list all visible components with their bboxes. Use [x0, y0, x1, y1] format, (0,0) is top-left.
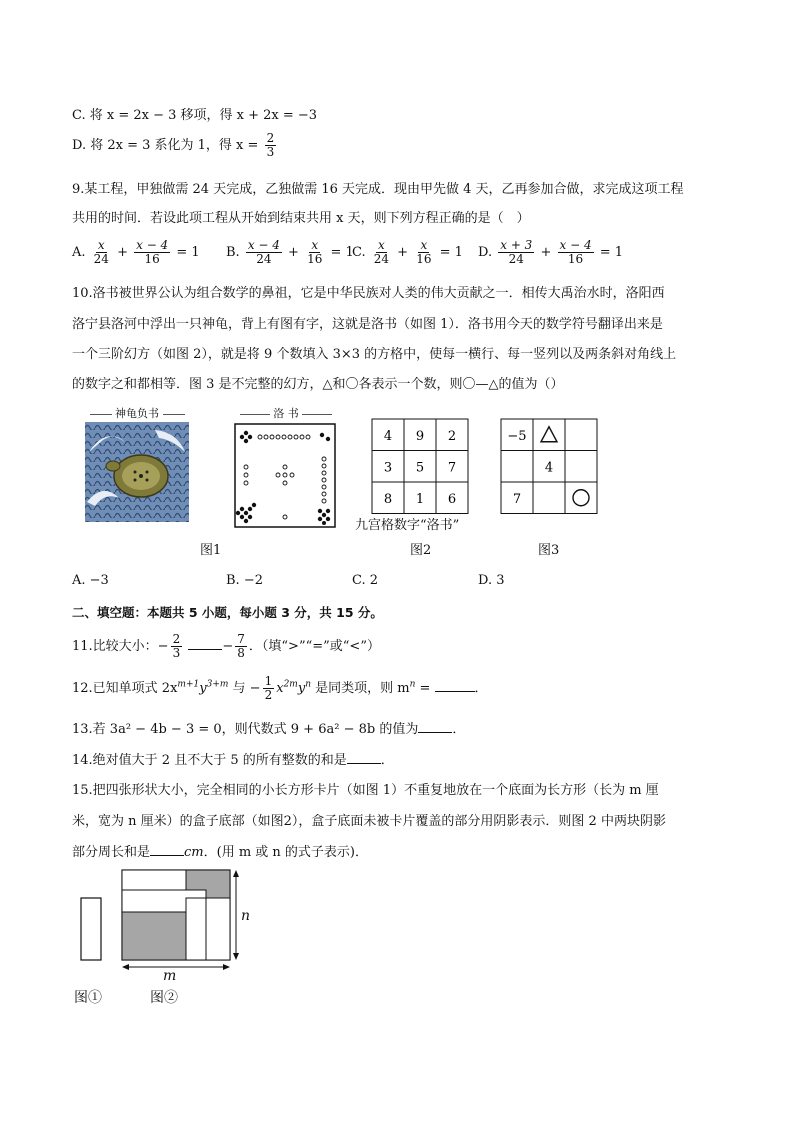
q8-option-c: C. 将 x = 2x − 3 移项，得 x + 2x = −3: [72, 108, 318, 123]
fig1-title: 神龟负书: [72, 405, 202, 421]
q14: 14.绝对值大于 2 且不大于 5 的所有整数的和是 ．: [72, 753, 394, 768]
q12-answer-blank[interactable]: [435, 679, 475, 692]
q15-fig2-caption: 图②: [150, 990, 178, 1006]
grid3-cell: [533, 419, 565, 451]
grid2-number: 6: [447, 491, 457, 507]
magic-square-complete: [371, 418, 469, 514]
q9-option-d: D. $\frac{x + 3}{24}$ + $\frac{x - 4}{16}$ = 1: [478, 238, 624, 266]
fig3-caption: 图3: [538, 543, 560, 558]
q10-line1: 10.洛书被世界公认为组合数学的鼻祖，它是中华民族对人类的伟大贡献之一．相传大禹治水时，洛阳西: [72, 286, 665, 301]
section-heading: 二、填空题：本题共 5 小题，每小题 3 分，共 15 分。: [72, 605, 383, 620]
fig1b-title: 洛 书: [222, 405, 350, 421]
q15-fig1-caption: 图①: [74, 990, 102, 1006]
q8-d-text: D. 将 2x = 3 系化为 1，得 x =: [72, 138, 259, 153]
grid2-number: 9: [415, 428, 425, 444]
grid2-number: 8: [383, 491, 393, 507]
q15-line2: 米，宽为 n 厘米）的盒子底部（如图2），盒子底面未被卡片覆盖的部分用阴影表示．则图 2 中两块阴影: [72, 814, 666, 829]
fig2-caption: 图2: [410, 543, 432, 558]
luoshu-diagram: [234, 423, 338, 529]
q8-option-d: [72, 132, 278, 159]
grid3-cell: [565, 419, 597, 451]
q10-option-c: C. 2: [352, 573, 379, 588]
card-vertical-1: [186, 898, 206, 960]
grid2-number: 7: [447, 460, 457, 476]
q10-option-b: B. −2: [226, 573, 263, 588]
q10-option-d: D. 3: [478, 573, 505, 588]
q9-option-b: B. $\frac{x - 4}{24}$ + $\frac{x}{16}$ = 1: [226, 238, 354, 266]
q15-answer-blank[interactable]: [150, 843, 184, 856]
q13: 13.若 3a² − 4b − 3 = 0，则代数式 9 + 6a² − 8b 的值为 ．: [72, 722, 466, 737]
q9-option-a: A. $\frac{x}{24}$ + $\frac{x - 4}{16}$ = 1: [72, 238, 200, 266]
q14-answer-blank[interactable]: [347, 751, 381, 764]
q10-line4: 的数字之和都相等．图 3 是不完整的幻方，△和〇各表示一个数，则〇—△的值为（）: [72, 377, 564, 392]
q13-answer-blank[interactable]: [418, 720, 452, 733]
q15-line3: 部分周长和是 cm．(用 m 或 n 的式子表示)．: [72, 845, 368, 860]
grid2-number: 4: [383, 428, 393, 444]
label-n: n: [241, 908, 251, 924]
q15-line1: 15.把四张形状大小，完全相同的小长方形卡片（如图 1）不重复地放在一个底面为长方形（长为 m 厘: [72, 783, 659, 798]
grid3-cell: [565, 482, 597, 514]
q11: 11.比较大小：− $\frac{2}{3}$ − $\frac{7}{8}$ ．（填“>”“=”或“<”）: [72, 632, 380, 660]
magic-square-incomplete: [500, 418, 598, 514]
q10-option-a: A. −3: [72, 573, 109, 588]
grid2-number: 5: [415, 460, 425, 476]
q10-line2: 洛宁县洛河中浮出一只神龟，背上有图有字，这就是洛书（如图 1）．洛书用今天的数学符号翻译出来是: [72, 317, 663, 332]
label-m: m: [163, 968, 177, 984]
grid3-cell: [565, 451, 597, 483]
q15-figures: [72, 865, 272, 985]
fig1-caption: 图1: [200, 543, 222, 558]
grid2-number: 3: [383, 460, 393, 476]
grid2-number: 2: [447, 428, 457, 444]
q10-line3: 一个三阶幻方（如图 2），就是将 9 个数填入 3×3 的方格中，使每一横行、每一竖列以及两条斜对角线上: [72, 347, 677, 362]
card-figure: [81, 898, 101, 960]
q9-line2: 共用的时间．若设此项工程从开始到结束共用 x 天，则下列方程正确的是（ ）: [72, 211, 530, 226]
q9-line1: 9.某工程，甲独做需 24 天完成，乙独做需 16 天完成．现由甲先做 4 天，乙再参加合做，求完成这项工程: [72, 182, 684, 197]
q9-option-c: C. $\frac{x}{24}$ + $\frac{x}{16}$ = 1: [352, 238, 463, 266]
q12: 12.已知单项式 $2x^{m+1}y^{3+m}$ 与 − $\frac{1}{2}$ $x^{2m}y^n$ 是同类项，则 $m^n$ = ．: [72, 674, 488, 702]
grid2-caption: 九宫格数字“洛书”: [355, 518, 460, 533]
grid2-number: 1: [415, 491, 425, 507]
card-vertical-2: [206, 898, 230, 960]
grid3-number: 7: [512, 491, 522, 507]
card-horizontal-1: [122, 870, 186, 890]
turtle-image: [85, 422, 189, 522]
q8-d-fraction: $\frac{2}{3}$: [266, 131, 275, 159]
grid3-number: 4: [544, 460, 554, 476]
grid3-number: −5: [507, 428, 527, 444]
q11-answer-blank[interactable]: [188, 637, 222, 650]
grid3-cell: [533, 482, 565, 514]
grid3-cell: [501, 451, 533, 483]
